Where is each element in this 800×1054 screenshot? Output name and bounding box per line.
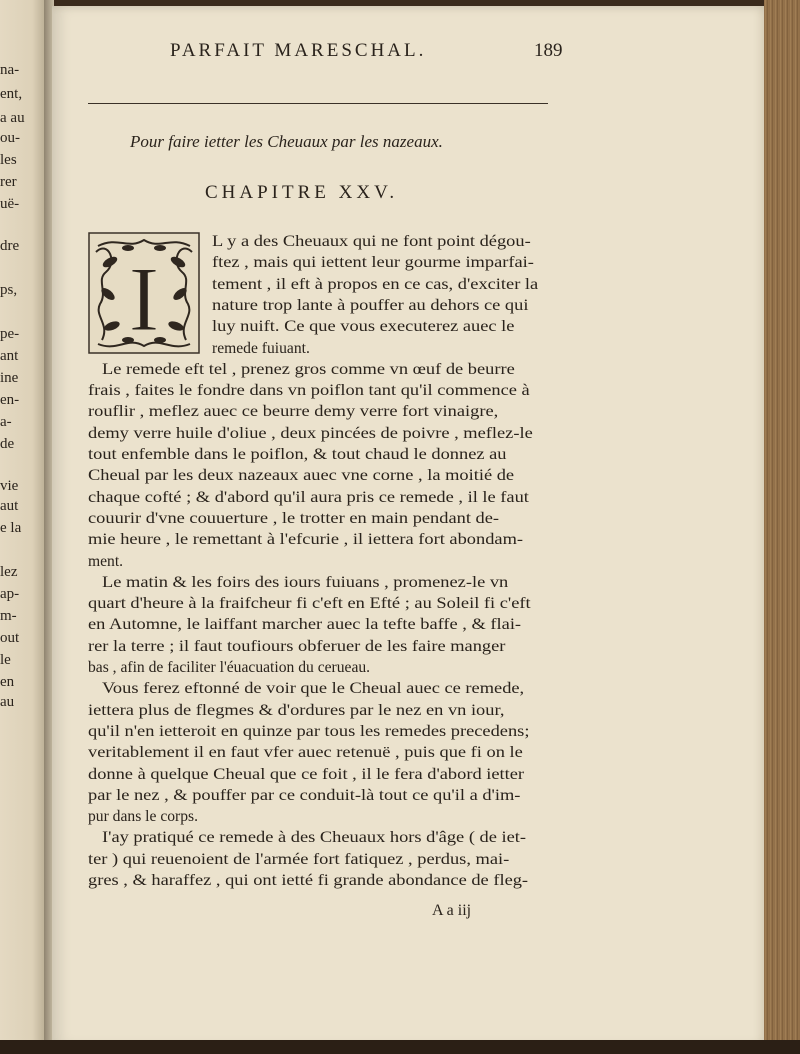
body-line: bas , afin de faciliter l'éuacuation du cerueau. (88, 659, 371, 676)
body-line: frais , faites le fondre dans vn poiflon tant qu'il commence à (88, 382, 530, 400)
body-line: rer la terre ; il faut toufiours obferuer de les faire manger (88, 637, 506, 655)
body-line: Cheual par les deux nazeaux auec vne corne , la moitié de (88, 467, 515, 485)
body-line: par le nez , & pouffer par ce conduit-là tout ce qu'il a d'im- (88, 786, 521, 804)
left-page-fragment: les (0, 152, 17, 168)
body-line: tout enfemble dans le poiflon, & tout chaud le donnez au (88, 446, 507, 463)
left-page-fragment: en- (0, 392, 20, 408)
body-line: en Automne, le laiffant marcher auec la tefte baffe , & flai- (88, 616, 522, 634)
left-page-fragment: au (0, 694, 15, 710)
body-line: Le remede eft tel , prenez gros comme vn œuf de beurre (102, 360, 515, 378)
ornamental-initial-icon (88, 232, 200, 354)
left-page-fragment: dre (0, 238, 20, 254)
body-line: couurir d'vne couuerture , le trotter en main pendant de- (88, 509, 500, 527)
left-page-fragment: ant (0, 348, 19, 364)
running-head: PARFAIT MARESCHAL. (170, 40, 427, 61)
body-line: nature trop lante à pouffer au dehors ce qui (212, 296, 529, 314)
left-page-fragment: e la (0, 520, 22, 536)
body-line: gres , & haraffez , qui ont ietté fi grande abondance de fleg- (88, 872, 529, 889)
left-page-fragment: pe- (0, 326, 20, 342)
body-line: chaque cofté ; & d'abord qu'il aura pris ce remede , il le faut (88, 488, 529, 506)
section-title: Pour faire ietter les Cheuaux par les nazeaux. (130, 132, 443, 151)
page-number: 189 (534, 40, 563, 61)
body-line: L y a des Cheuaux qui ne font point dégou- (212, 233, 531, 250)
left-page-fragment: ap- (0, 586, 20, 602)
left-page-fragment: ps, (0, 282, 18, 298)
body-line: ter ) qui reuenoient de l'armée fort fatiquez , perdus, mai- (88, 850, 510, 868)
left-page-fragment: ent, (0, 86, 23, 102)
header-rule (88, 103, 548, 104)
body-line: quart d'heure à la fraifcheur fi c'eft en Efté ; au Soleil fi c'eft (88, 595, 531, 613)
page-block-edge (764, 0, 800, 1054)
left-page-fragment: rer (0, 174, 17, 190)
body-line: demy verre huile d'oliue , deux pincées de poivre , meflez-le (88, 424, 533, 442)
left-page-fragment: m- (0, 608, 17, 624)
body-line: mie heure , le remettant à l'efcurie , il iettera fort abondam- (88, 531, 524, 549)
left-page-fragment: a au (0, 110, 25, 126)
body-line: ment. (88, 552, 124, 570)
left-page-fragment: ou- (0, 130, 20, 146)
body-line: Le matin & les foirs des iours fuiuans , promenez-le vn (102, 573, 509, 591)
body-line: tement , il eft à propos en ce cas, d'exciter la (212, 275, 539, 293)
body-line: pur dans le corps. (88, 808, 198, 826)
left-page-fragment: ine (0, 370, 19, 386)
bottom-shadow (0, 1040, 800, 1054)
initial-letter: I (128, 248, 160, 350)
signature-mark: A a iij (432, 902, 472, 919)
body-line: luy nuift. Ce que vous executerez auec le (212, 318, 515, 336)
left-page-fragment: de (0, 436, 15, 452)
body-line: remede fuiuant. (212, 339, 310, 357)
left-page-fragment: aut (0, 498, 19, 514)
previous-page-edge (0, 0, 46, 1054)
body-line: donne à quelque Cheual que ce foit , il le fera d'abord ietter (88, 765, 525, 783)
left-page-fragment: na- (0, 62, 20, 78)
chapter-heading: CHAPITRE XXV. (205, 182, 399, 203)
left-page-fragment: en (0, 674, 15, 690)
body-line: iettera plus de flegmes & d'ordures par le nez en vn iour, (88, 701, 505, 719)
body-line: ftez , mais qui iettent leur gourme imparfai- (212, 254, 534, 272)
body-line: veritablement il en faut vfer auec retenuë , puis que fi on le (88, 744, 523, 762)
body-line: rouflir , meflez auec ce beurre demy verre fort vinaigre, (88, 403, 499, 421)
body-line: qu'il n'en ietteroit en quinze par tous les remedes precedens; (88, 722, 530, 740)
left-page-fragment: a- (0, 414, 12, 430)
left-page-fragment: le (0, 652, 11, 668)
left-page-fragment: uë- (0, 196, 20, 212)
left-page-fragment: vie (0, 478, 19, 494)
left-page-fragment: out (0, 630, 20, 646)
body-line: I'ay pratiqué ce remede à des Cheuaux hors d'âge ( de iet- (102, 829, 527, 847)
left-page-fragment: lez (0, 564, 18, 580)
body-line: Vous ferez eftonné de voir que le Cheual auec ce remede, (102, 680, 525, 698)
